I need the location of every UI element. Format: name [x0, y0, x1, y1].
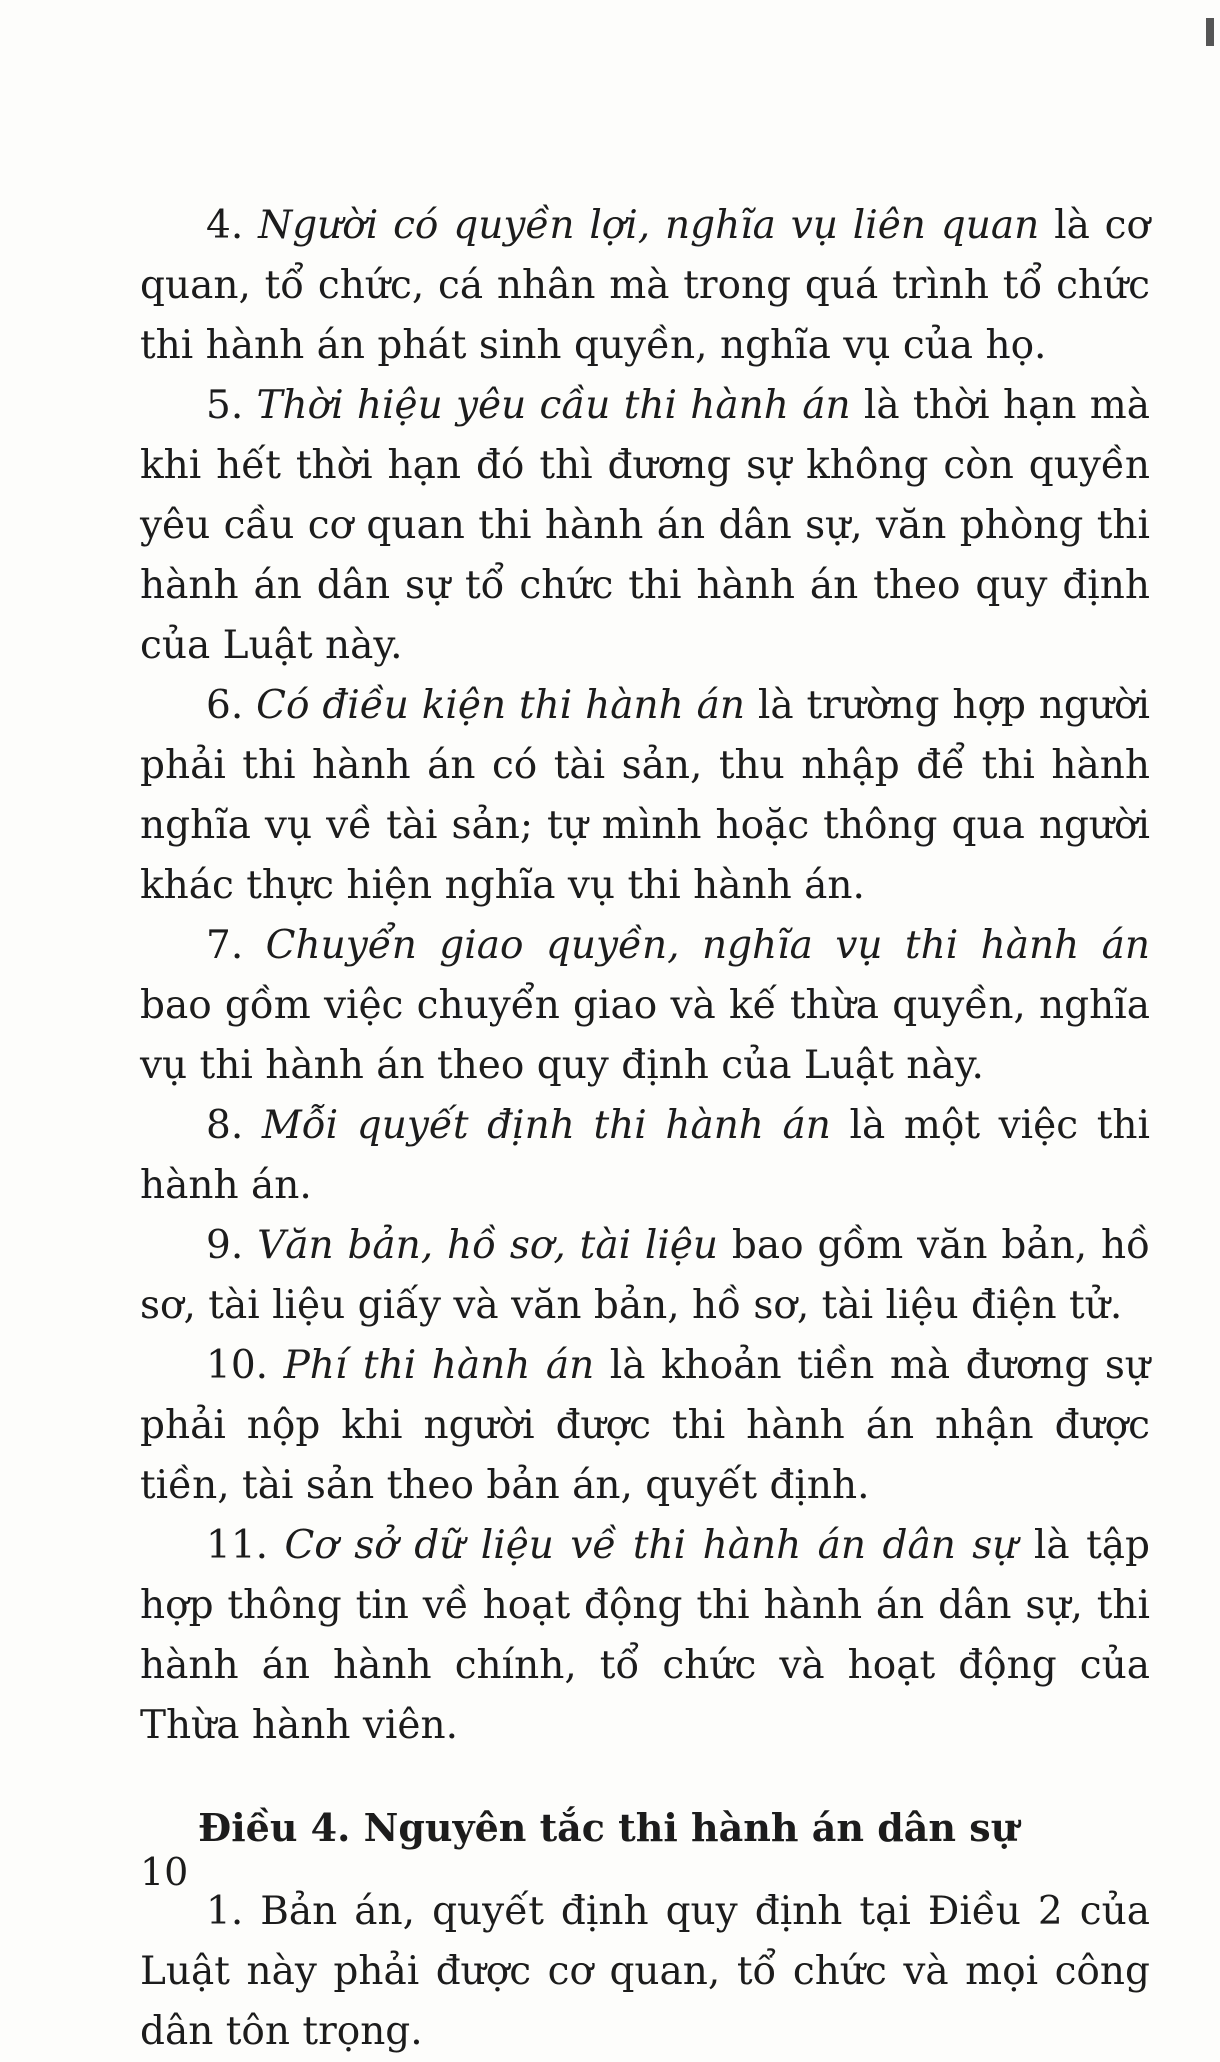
item-number: 4. — [206, 203, 244, 248]
defined-term: Cơ sở dữ liệu về thi hành án dân sự — [284, 1523, 1018, 1568]
definition-text: là trường hợp người phải thi hành án có tài sản, thu nhập để thi hành nghĩa vụ về tài sản; tự mình hoặc thông qua người khác thực hiện nghĩa vụ thi hành án. — [140, 683, 1150, 908]
item-number: 8. — [206, 1103, 244, 1148]
item-number: 5. — [206, 383, 244, 428]
defined-term: Người có quyền lợi, nghĩa vụ liên quan — [258, 203, 1040, 248]
definition-text: là cơ quan, tổ chức, cá nhân mà trong quá trình tổ chức thi hành án phát sinh quyền, nghĩa vụ của họ. — [140, 203, 1150, 368]
definition-item-11 — [140, 1516, 1150, 1756]
item-number: 9. — [206, 1223, 244, 1268]
definition-item-5 — [140, 376, 1150, 676]
page-number: 10 — [140, 1850, 189, 1894]
item-number: 11. — [206, 1523, 269, 1568]
definition-text: là một việc thi hành án. — [140, 1103, 1150, 1208]
defined-term: Phí thi hành án — [283, 1343, 595, 1388]
definition-text: bao gồm việc chuyển giao và kế thừa quyền, nghĩa vụ thi hành án theo quy định của Luật này. — [140, 983, 1150, 1088]
definition-text: là thời hạn mà khi hết thời hạn đó thì đương sự không còn quyền yêu cầu cơ quan thi hành án dân sự, văn phòng thi hành án dân sự tổ chức thi hành án theo quy định của Luật này. — [140, 383, 1150, 668]
item-number: 7. — [206, 923, 244, 968]
definition-item-6 — [140, 676, 1150, 916]
defined-term: Văn bản, hồ sơ, tài liệu — [257, 1223, 719, 1268]
page-body — [140, 196, 1150, 2062]
defined-term: Mỗi quyết định thi hành án — [261, 1103, 831, 1148]
article-heading: Điều 4. Nguyên tắc thi hành án dân sự — [198, 1805, 1019, 1850]
definition-item-9 — [140, 1216, 1150, 1336]
definition-text: là khoản tiền mà đương sự phải nộp khi người được thi hành án nhận được tiền, tài sản theo bản án, quyết định. — [140, 1343, 1150, 1508]
item-number: 6. — [206, 683, 244, 728]
definition-item-7 — [140, 916, 1150, 1096]
article-paragraph: 1. Bản án, quyết định quy định tại Điều 2 của Luật này phải được cơ quan, tổ chức và mọi công dân tôn trọng. — [140, 1889, 1150, 2054]
definition-item-4 — [140, 196, 1150, 376]
definition-item-8 — [140, 1096, 1150, 1216]
defined-term: Chuyển giao quyền, nghĩa vụ thi hành án — [265, 923, 1150, 968]
definition-item-10 — [140, 1336, 1150, 1516]
defined-term: Thời hiệu yêu cầu thi hành án — [256, 383, 851, 428]
item-number: 10. — [206, 1343, 269, 1388]
scan-edge-mark — [1206, 18, 1214, 46]
definition-text: bao gồm văn bản, hồ sơ, tài liệu giấy và văn bản, hồ sơ, tài liệu điện tử. — [140, 1223, 1150, 1328]
definition-text: là tập hợp thông tin về hoạt động thi hành án dân sự, thi hành án hành chính, tổ chức và hoạt động của Thừa hành viên. — [140, 1523, 1150, 1748]
defined-term: Có điều kiện thi hành án — [256, 683, 745, 728]
